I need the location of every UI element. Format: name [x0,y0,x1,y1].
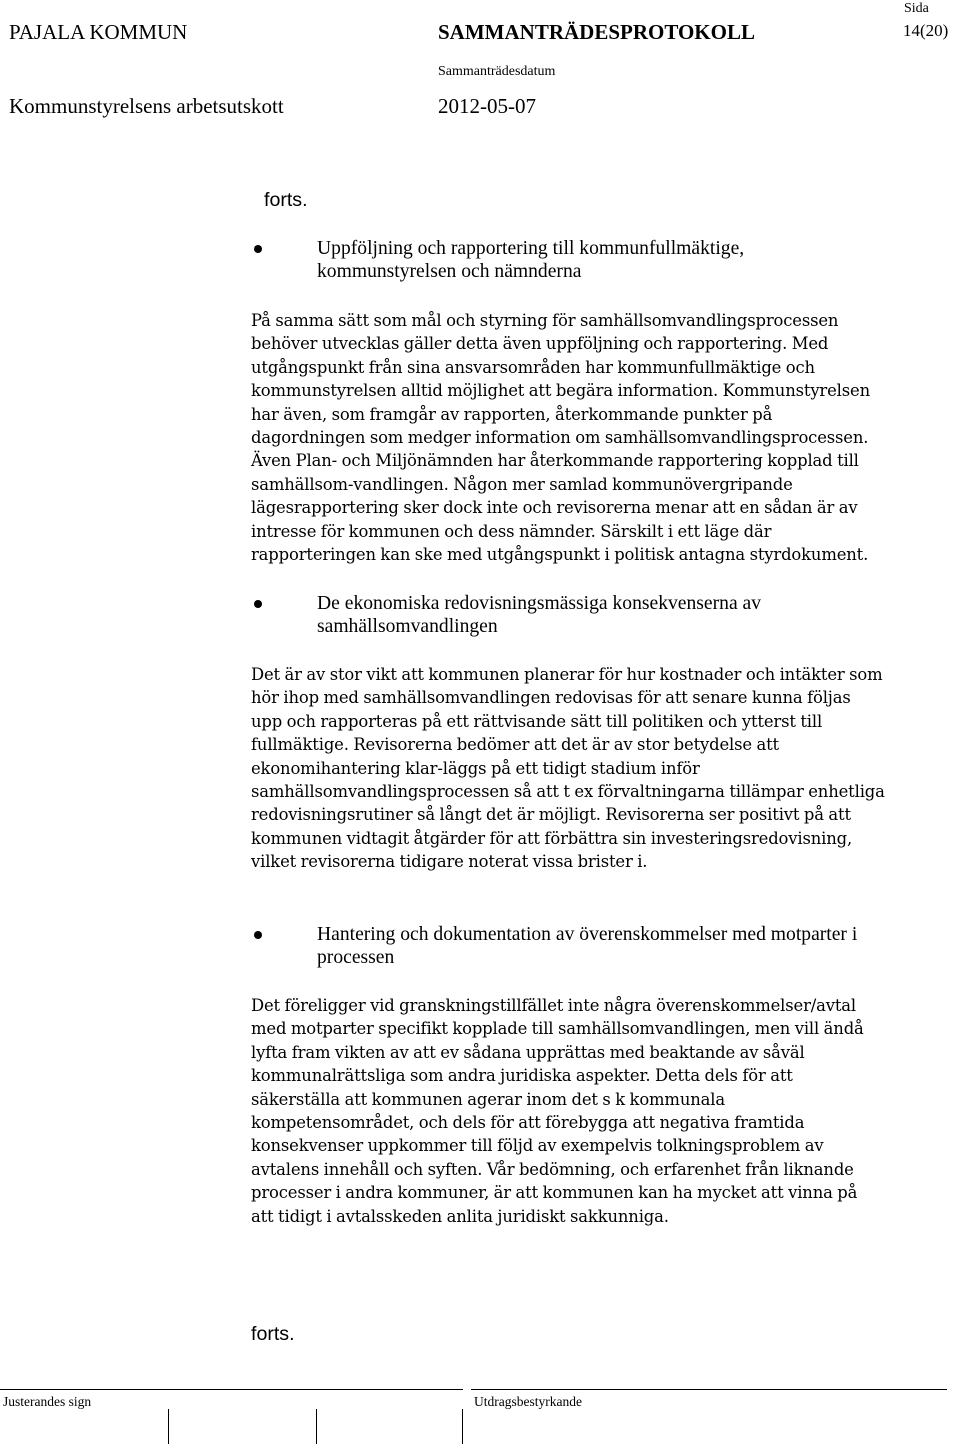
footer-rule-left [0,1389,463,1390]
meeting-date-label: Sammanträdesdatum [438,64,556,79]
utdragsbestyrkande-label: Utdragsbestyrkande [474,1394,582,1409]
signature-box-divider [462,1409,463,1444]
bullet-heading: De ekonomiska redovisningsmässiga konsekvenserna av samhällsomvandlingen [317,593,762,638]
signature-box-divider [316,1409,317,1444]
bullet-dot-icon [254,931,262,939]
forts-continued-top: forts. [264,189,308,211]
footer-rule-right [471,1389,947,1390]
document-type: SAMMANTRÄDESPROTOKOLL [438,20,755,44]
page-number: 14(20) [903,21,949,40]
signature-box-divider [168,1409,169,1444]
bullet-dot-icon [254,245,262,253]
municipality-name: PAJALA KOMMUN [9,20,188,44]
bullet-heading: Uppföljning och rapportering till kommunfullmäktige, kommunstyrelsen och nämnderna [317,238,745,283]
committee-name: Kommunstyrelsens arbetsutskott [9,94,284,118]
bullet-heading: Hantering och dokumentation av överenskommelser med motparter i processen [317,924,858,969]
body-paragraph: På samma sätt som mål och styrning för samhällsomvandlingsprocessen behöver utvecklas gäller detta även uppföljning och rapportering. Med utgångspunkt från sina ansvarsområden har kommunfullmäktige och kommunstyrelsen alltid möjlighet att begära information. Kommunstyrelsen har även, som framgår av rapporten, återkommande punkter på dagordningen som medger information om samhällsomvandlingsprocessen. Även Plan- och Miljönämnden har återkommande rapportering kopplad till samhällsom-vandlingen. Någon mer samlad kommunövergripande lägesrapportering sker dock inte och revisorerna menar att en sådan är av intresse för kommunen och dess nämnder. Särskilt i ett läge där rapporteringen kan ske med utgångspunkt i politisk antagna styrdokument. [251,311,870,565]
forts-continued-bottom: forts. [251,1323,295,1345]
page-label: Sida [904,1,929,16]
bullet-dot-icon [254,600,262,608]
body-paragraph: Det föreligger vid granskningstillfället inte några överenskommelser/avtal med motparter specifikt kopplade till samhällsomvandlingen, men vill ändå lyfta fram vikten av att ev sådana upprättas med beaktande av såväl kommunalrättsliga som andra juridiska aspekter. Detta dels för att säkerställa att kommunen agerar inom det s k kommunala kompetensområdet, och dels för att förebygga att negativa framtida konsekvenser uppkommer till följd av exempelvis tolkningsproblem av avtalens innehåll och syften. Vår bedömning, och erfarenhet från liknande processer i andra kommuner, är att kommunen kan ha mycket att vinna på att tidigt i avtalsskeden anlita juridiskt sakkunniga. [251,996,864,1226]
body-paragraph: Det är av stor vikt att kommunen planerar för hur kostnader och intäkter som hör ihop med samhällsomvandlingen redovisas för att senare kunna följas upp och rapporteras på ett rättvisande sätt till politiken och ytterst till fullmäktige. Revisorerna bedömer att det är av stor betydelse att ekonomihantering klar-läggs på ett tidigt stadium inför samhällsomvandlingsprocessen så att t ex förvaltningarna tillämpar enhetliga redovisningsrutiner så långt det är möjligt. Revisorerna ser positivt på att kommunen vidtagit åtgärder för att förbättra sin investeringsredovisning, vilket revisorerna tidigare noterat vissa brister i. [251,665,885,872]
justerandes-sign-label: Justerandes sign [3,1394,92,1409]
meeting-date: 2012-05-07 [438,94,536,118]
